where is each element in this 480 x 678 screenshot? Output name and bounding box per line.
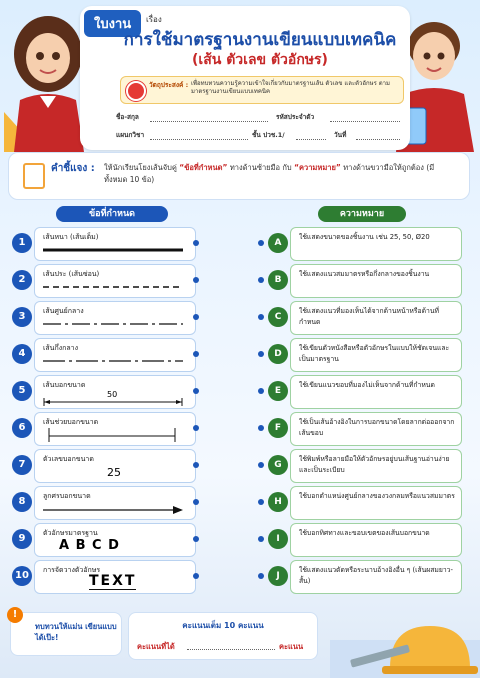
item-label: ตัวอักษรมาตรฐาน xyxy=(43,529,98,537)
left-item-5 xyxy=(12,375,188,407)
exclamation-icon: ! xyxy=(7,607,23,623)
item-card xyxy=(34,264,196,298)
item-card xyxy=(34,338,196,372)
item-meaning: ใช้เขียนแนวขอบที่มองไม่เห็นจากด้านที่กำหนด xyxy=(299,381,435,389)
left-item-9 xyxy=(12,523,188,555)
item-label: เส้นประ (เส้นซ่อน) xyxy=(43,270,100,278)
left-item-4 xyxy=(12,338,188,370)
item-letter: I xyxy=(268,529,288,549)
item-card xyxy=(34,375,196,409)
right-dot-A[interactable] xyxy=(258,240,264,246)
item-meaning: ใช้แสดงแนวสมมาตรหรือกึ่งกลางของชิ้นงาน xyxy=(299,270,430,278)
right-dot-D[interactable] xyxy=(258,351,264,357)
dimension-line-sample xyxy=(43,398,183,406)
left-dot-2[interactable] xyxy=(193,277,199,283)
item-card xyxy=(34,412,196,446)
item-card xyxy=(290,486,462,520)
objective-text: เพื่อทบทวนความรู้ความเข้าใจเกี่ยวกับมาตรฐานเส้น ตัวเลข และตัวอักษร ตามมาตรฐานงานเขียนแบบเทคนิค xyxy=(191,80,390,96)
score-field[interactable] xyxy=(187,649,275,650)
name-field[interactable] xyxy=(150,120,268,122)
item-card xyxy=(290,301,462,335)
right-dot-G[interactable] xyxy=(258,462,264,468)
right-dot-J[interactable] xyxy=(258,573,264,579)
item-card xyxy=(34,301,196,335)
item-letter: G xyxy=(268,455,288,475)
tip-text: ทบทวนให้แม่น เขียนแบบได้เป๊ะ! xyxy=(35,622,117,643)
item-number: 8 xyxy=(12,492,32,512)
text-layout-sample: TEXT xyxy=(89,573,137,589)
item-card xyxy=(290,523,462,557)
left-item-6 xyxy=(12,412,188,444)
left-dot-7[interactable] xyxy=(193,462,199,468)
score-unit: คะแนน xyxy=(279,642,304,651)
instruction-label: คำชี้แจง : xyxy=(51,163,95,174)
left-dot-6[interactable] xyxy=(193,425,199,431)
tools-illustration xyxy=(330,596,480,678)
right-dot-E[interactable] xyxy=(258,388,264,394)
instruction-text: ให้นักเรียนโยงเส้นจับคู่ “ข้อที่กำหนด” ทางด้านซ้ายมือ กับ “ความหมาย” ทางด้านขวามือให้ถูกต้อง (มีทั้งหมด 10 ข้อ) xyxy=(104,163,435,184)
item-number: 3 xyxy=(12,307,32,327)
item-label: ลูกศรบอกขนาด xyxy=(43,492,91,500)
left-dot-9[interactable] xyxy=(193,536,199,542)
score-total: คะแนนเต็ม 10 คะแนน xyxy=(182,621,264,630)
right-dot-C[interactable] xyxy=(258,314,264,320)
level-label: ชั้น ปวช.1/ xyxy=(252,131,285,139)
thick-line-sample xyxy=(43,246,183,254)
left-item-3 xyxy=(12,301,188,333)
item-number: 1 xyxy=(12,233,32,253)
item-number: 2 xyxy=(12,270,32,290)
item-card xyxy=(290,375,462,409)
item-letter: C xyxy=(268,307,288,327)
center-line-sample xyxy=(43,320,183,328)
item-meaning: ใช้บอกทิศทางและขอบเขตของเส้นบอกขนาด xyxy=(299,529,430,537)
item-meaning: ใช้แสดงแนวที่มองเห็นได้จากด้านหน้าหรือด้านที่กำหนด xyxy=(299,307,439,326)
item-card xyxy=(290,560,462,594)
item-number: 9 xyxy=(12,529,32,549)
left-dot-4[interactable] xyxy=(193,351,199,357)
dimension-value: 50 xyxy=(107,390,118,399)
item-number: 7 xyxy=(12,455,32,475)
item-letter: H xyxy=(268,492,288,512)
item-meaning: ใช้พิมพ์หรือลายมือให้ตัวอักษรอยู่บนเส้นฐานอ่านง่ายและเป็นระเบียบ xyxy=(299,455,450,474)
item-letter: B xyxy=(268,270,288,290)
item-meaning: ใช้บอกตำแหน่งศูนย์กลางของวงกลมหรือแนวสมมาตร xyxy=(299,492,455,500)
item-meaning: ใช้แสดงขนาดของชิ้นงาน เช่น 25, 50, Ø20 xyxy=(299,233,430,241)
item-card xyxy=(290,449,462,483)
item-card xyxy=(290,338,462,372)
item-card xyxy=(34,486,196,520)
left-item-7 xyxy=(12,449,188,481)
extension-line-sample xyxy=(43,428,183,442)
item-label: ตัวเลขบอกขนาด xyxy=(43,455,94,463)
right-dot-B[interactable] xyxy=(258,277,264,283)
item-card xyxy=(34,523,196,557)
item-label: เส้นกึ่งกลาง xyxy=(43,344,78,352)
score-box xyxy=(128,612,318,660)
item-label: เส้นหนา (เส้นเต็ม) xyxy=(43,233,99,241)
right-item-D xyxy=(268,338,466,370)
left-item-10 xyxy=(12,560,188,592)
item-letter: J xyxy=(268,566,288,586)
dashed-line-sample xyxy=(43,283,183,291)
item-letter: E xyxy=(268,381,288,401)
left-dot-3[interactable] xyxy=(193,314,199,320)
item-meaning: ใช้เป็นเส้นอ้างอิงในการบอกขนาดโดยลากต่อออกจากเส้นขอบ xyxy=(299,418,455,437)
department-label: แผนกวิชา xyxy=(116,131,145,139)
right-item-C xyxy=(268,301,466,333)
item-label: เส้นช่วยบอกขนาด xyxy=(43,418,99,426)
right-item-A xyxy=(268,227,466,259)
worksheet-tag: ใบงาน xyxy=(84,10,141,37)
target-icon xyxy=(126,81,146,101)
item-meaning: ใช้เขียนตัวหนังสือหรือตัวอักษรในแบบให้ชัดเจนและเป็นมาตรฐาน xyxy=(299,344,450,363)
item-label: เส้นศูนย์กลาง xyxy=(43,307,84,315)
item-meaning: ใช้แสดงแนวตัดหรือระนาบอ้างอิงอื่น ๆ (เส้นผสมยาว-สั้น) xyxy=(299,566,453,585)
objective-box xyxy=(120,76,404,104)
subject-label: เรื่อง xyxy=(146,15,162,24)
item-number: 10 xyxy=(12,566,32,586)
right-item-B xyxy=(268,264,466,296)
left-item-2 xyxy=(12,264,188,296)
student-id-label: รหัสประจำตัว xyxy=(276,113,315,121)
left-dot-5[interactable] xyxy=(193,388,199,394)
left-item-1 xyxy=(12,227,188,259)
item-letter: F xyxy=(268,418,288,438)
right-dot-I[interactable] xyxy=(258,536,264,542)
clipboard-icon xyxy=(23,163,45,189)
instruction-box xyxy=(8,152,470,200)
date-field[interactable] xyxy=(356,138,400,140)
right-item-F xyxy=(268,412,466,444)
name-label: ชื่อ-สกุล xyxy=(116,113,139,121)
mid-line-sample xyxy=(43,357,183,365)
date-label: วันที่ xyxy=(334,131,347,139)
right-column-header: ความหมาย xyxy=(318,206,406,222)
right-item-J xyxy=(268,560,466,592)
left-column-header: ข้อที่กำหนด xyxy=(56,206,168,222)
item-card xyxy=(34,560,196,594)
page-title: การใช้มาตรฐานงานเขียนแบบเทคนิค xyxy=(123,30,397,50)
item-card xyxy=(290,264,462,298)
left-dot-8[interactable] xyxy=(193,499,199,505)
page-subtitle: (เส้น ตัวเลข ตัวอักษร) xyxy=(192,52,328,68)
item-card xyxy=(34,227,196,261)
right-dot-H[interactable] xyxy=(258,499,264,505)
right-item-H xyxy=(268,486,466,518)
item-label: การจัดวางตัวอักษร xyxy=(43,566,101,574)
right-dot-F[interactable] xyxy=(258,425,264,431)
arrow-sample xyxy=(43,506,183,514)
right-item-G xyxy=(268,449,466,481)
item-number: 6 xyxy=(12,418,32,438)
department-field[interactable] xyxy=(150,138,248,140)
left-dot-1[interactable] xyxy=(193,240,199,246)
right-item-I xyxy=(268,523,466,555)
item-letter: D xyxy=(268,344,288,364)
student-id-field[interactable] xyxy=(330,120,400,122)
level-field[interactable] xyxy=(296,138,326,140)
item-number: 5 xyxy=(12,381,32,401)
item-card xyxy=(34,449,196,483)
tip-box xyxy=(10,609,122,656)
right-item-E xyxy=(268,375,466,407)
item-label: เส้นบอกขนาด xyxy=(43,381,86,389)
dimension-number: 25 xyxy=(107,466,121,479)
left-dot-10[interactable] xyxy=(193,573,199,579)
item-number: 4 xyxy=(12,344,32,364)
standard-letters: A B C D xyxy=(59,538,120,553)
score-label: คะแนนที่ได้ xyxy=(137,642,175,651)
item-card xyxy=(290,412,462,446)
objective-label: วัตถุประสงค์ : xyxy=(149,81,189,89)
item-letter: A xyxy=(268,233,288,253)
item-card xyxy=(290,227,462,261)
left-item-8 xyxy=(12,486,188,518)
